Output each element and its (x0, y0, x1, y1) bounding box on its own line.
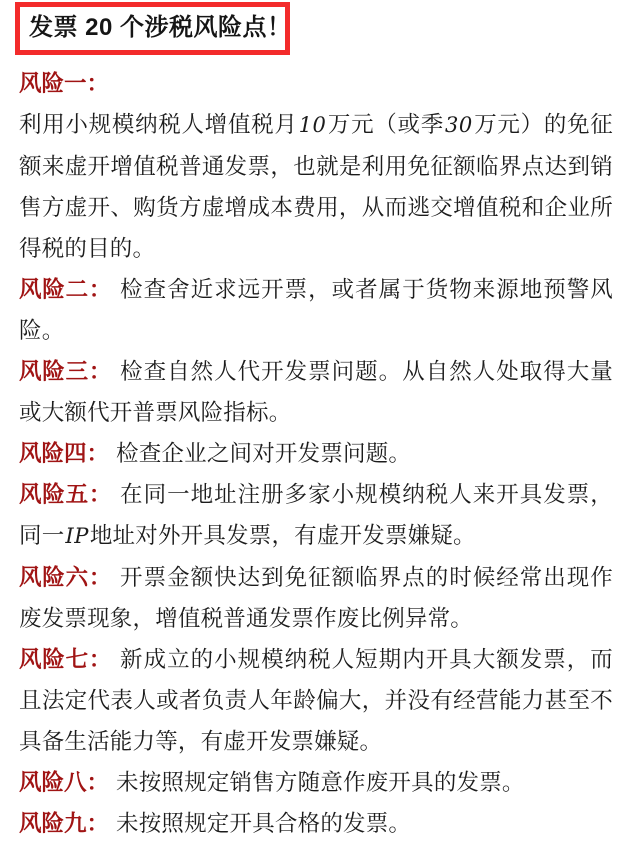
inline-text: 检查企业之间对开发票问题。 (116, 441, 412, 466)
inline-text: 未按照规定开具合格的发票。 (116, 811, 412, 836)
risk-label: 风险三： (19, 359, 113, 384)
risk-text (19, 112, 613, 261)
risk-item (19, 557, 613, 639)
page-title: 发票 20 个涉税风险点！ (29, 13, 292, 41)
risk-list (19, 63, 613, 844)
risk-item (19, 803, 613, 844)
inline-text: 检查舍近求远开票，或者属于货物来源地预警风险。 (19, 277, 613, 343)
inline-text: 未按照规定销售方随意作废开具的发票。 (116, 770, 525, 795)
inline-latin-value: 10 (298, 113, 327, 137)
risk-label: 风险二： (19, 277, 113, 302)
risk-item (19, 639, 613, 762)
risk-text (116, 811, 411, 836)
risk-label: 风险六： (19, 565, 113, 590)
inline-text: 万元）的免征额来虚开增值税普通发票，也就是利用免征额临界点达到销售方虚开、购货方虚增成本费用，从而逃交增值税和企业所得税的目的。 (19, 112, 613, 261)
inline-text: 地址对外开具发票，有虚开发票嫌疑。 (89, 523, 476, 548)
risk-item (19, 269, 613, 351)
risk-item (19, 474, 613, 557)
risk-label: 风险五： (19, 482, 113, 507)
risk-label: 风险八： (19, 770, 110, 795)
inline-text: 万元（或季 (327, 112, 444, 137)
risk-item (19, 433, 613, 474)
risk-text (116, 770, 525, 795)
inline-text: 新成立的小规模纳税人短期内开具大额发票，而且法定代表人或者负责人年龄偏大，并没有经营能力甚至不具备生活能力等，有虚开发票嫌疑。 (19, 647, 613, 754)
inline-text: 利用小规模纳税人增值税月 (19, 112, 298, 137)
inline-latin-value: 30 (444, 113, 473, 137)
risk-item (19, 762, 613, 803)
inline-text: 检查自然人代开发票问题。从自然人处取得大量或大额代开普票风险指标。 (19, 359, 613, 425)
risk-label: 风险四： (19, 441, 110, 466)
title-banner (15, 2, 290, 55)
inline-latin-value: IP (65, 524, 89, 548)
risk-label: 风险一： (19, 71, 110, 96)
risk-item (19, 63, 613, 269)
inline-text: 开票金额快达到免征额临界点的时候经常出现作废发票现象，增值税普通发票作废比例异常。 (19, 565, 613, 631)
inline-text: 在同一地址注册多家小规模纳税人来开具发票，同一 (19, 482, 613, 548)
risk-item (19, 351, 613, 433)
risk-label: 风险九： (19, 811, 110, 836)
risk-text (116, 441, 411, 466)
risk-label: 风险七： (19, 647, 113, 672)
